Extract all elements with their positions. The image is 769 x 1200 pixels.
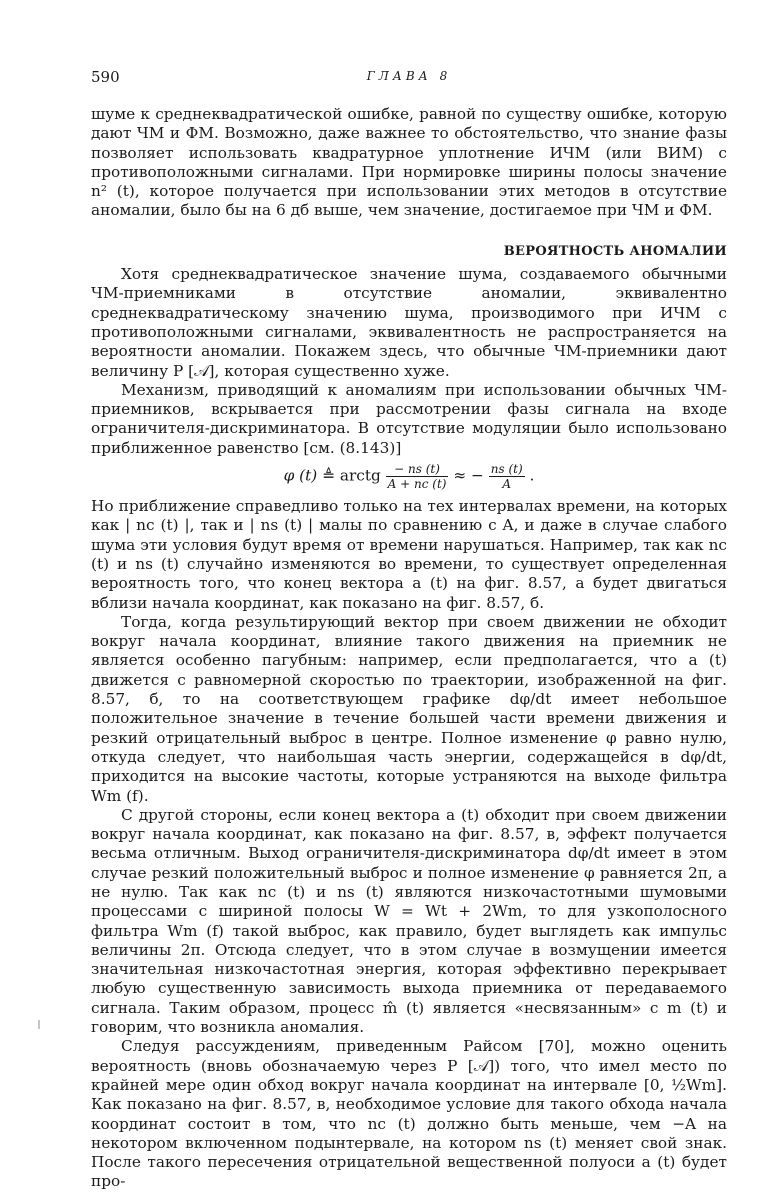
formula-fraction-1	[386, 462, 449, 491]
paragraph-5: Тогда, когда результирующий вектор при своем движении не обходит вокруг начала координат, влияние такого движения на приемник не является особенно пагубным: например, если предполагается, что a (t) движется с равномерной скоростью по траектории, изображенной на фиг. 8.57, б, то на соответствующем графике dφ/dt имеет небольшое положительное значение в течение большей части времени движения и резкий отрицательный выброс в центре. Полное изменение φ равно нулю, откуда следует, что наибольшая часть энергии, содержащейся в dφ/dt, приходится на высокие частоты, которые устраняются на выходе фильтра Wm (f).	[91, 612, 727, 805]
chapter-title: ГЛАВА 8	[366, 69, 452, 83]
paragraph-1: шуме к среднеквадратической ошибке, равной по существу ошибке, которую дают ЧМ и ФМ. Возможно, даже важнее то обстоятельство, что знание фазы позволяет использовать квадратурное уплотнение ИЧМ (или ВИМ) с противоположными сигналами. При нормировке ширины полосы значение n² (t), которое получается при использовании этих методов в отсутствие аномалии, было бы на 6 дб выше, чем значение, достигаемое при ЧМ и ФМ.	[91, 105, 727, 220]
equation-phase-approx	[91, 462, 727, 491]
formula-approx: ≈	[453, 466, 467, 485]
formula-func: arctg	[339, 466, 381, 485]
fraction-2-denominator: A	[502, 477, 512, 492]
paragraph-3: Механизм, приводящий к аномалиям при использовании обычных ЧМ-приемников, вскрывается при рассмотрении фазы сигнала на входе ограничителя-дискриминатора. В отсутствие модуляции было использовано приближенное равенство [см. (8.143)]	[91, 380, 727, 457]
margin-mark	[38, 1020, 40, 1029]
formula-lhs: φ (t)	[283, 466, 318, 485]
fraction-1-numerator: − ns (t)	[386, 462, 449, 477]
paragraph-2: Хотя среднеквадратическое значение шума, создаваемого обычными ЧМ-приемниками в отсутствие аномалии, эквивалентно среднеквадратическому значению шума, производимого при ИЧМ с противоположными сигналами, эквивалентность не распространяется на вероятности аномалии. Покажем здесь, что обычные ЧМ-приемники дают величину P [𝒜], которая существенно хуже.	[91, 265, 727, 380]
fraction-1-denominator: A + nc (t)	[387, 477, 447, 492]
fraction-2-numerator: ns (t)	[490, 462, 523, 477]
body-text	[91, 105, 727, 1192]
paragraph-7: Следуя рассуждениям, приведенным Райсом [70], можно оценить вероятность (вновь обозначаемую через P [𝒜]) того, что имел место по крайней мере один обход вокруг начала координат на интервале [0, ½Wm]. Как показано на фиг. 8.57, в, необходимое условие для такого обхода начала координат состоит в том, что nc (t) должно быть меньше, чем −A на некотором включенном подынтервале, на котором ns (t) меняет свой знак. После такого пересечения отрицательной вещественной полуоси a (t) будет про-	[91, 1037, 727, 1191]
formula-defeq: ≜	[322, 466, 335, 485]
formula-fraction-2	[489, 462, 525, 491]
page-number: 590	[91, 68, 120, 86]
running-header	[91, 68, 727, 90]
section-title: ВЕРОЯТНОСТЬ АНОМАЛИИ	[503, 243, 727, 259]
formula-period: .	[529, 466, 535, 485]
paragraph-4: Но приближение справедливо только на тех интервалах времени, на которых как | nc (t) |, так и | ns (t) | малы по сравнению с A, и даже в случае слабого шума эти условия будут время от времени нарушаться. Например, так как nc (t) и ns (t) случайно изменяются во времени, то существует определенная вероятность того, что конец вектора a (t) на фиг. 8.57, а будет двигаться вблизи начала координат, как показано на фиг. 8.57, б.	[91, 497, 727, 612]
paragraph-6: С другой стороны, если конец вектора a (t) обходит при своем движении вокруг начала координат, как показано на фиг. 8.57, в, эффект получается весьма отличным. Выход ограничителя-дискриминатора dφ/dt имеет в этом случае резкий положительный выброс и полное изменение φ равняется 2π, а не нулю. Так как nc (t) и ns (t) являются низкочастотными шумовыми процессами с шириной полосы W = Wt + 2Wm, то для узкополосного фильтра Wm (f) такой выброс, как правило, будет выглядеть как импульс величины 2π. Отсюда следует, что в этом случае в возмущении имеется значительная низкочастотная энергия, которая эффективно перекрывает любую существенную зависимость выхода приемника от передаваемого сигнала. Таким образом, процесс m̂ (t) является «несвязанным» с m (t) и говорим, что возникла аномалия.	[91, 805, 727, 1037]
formula-minus: −	[471, 466, 484, 485]
